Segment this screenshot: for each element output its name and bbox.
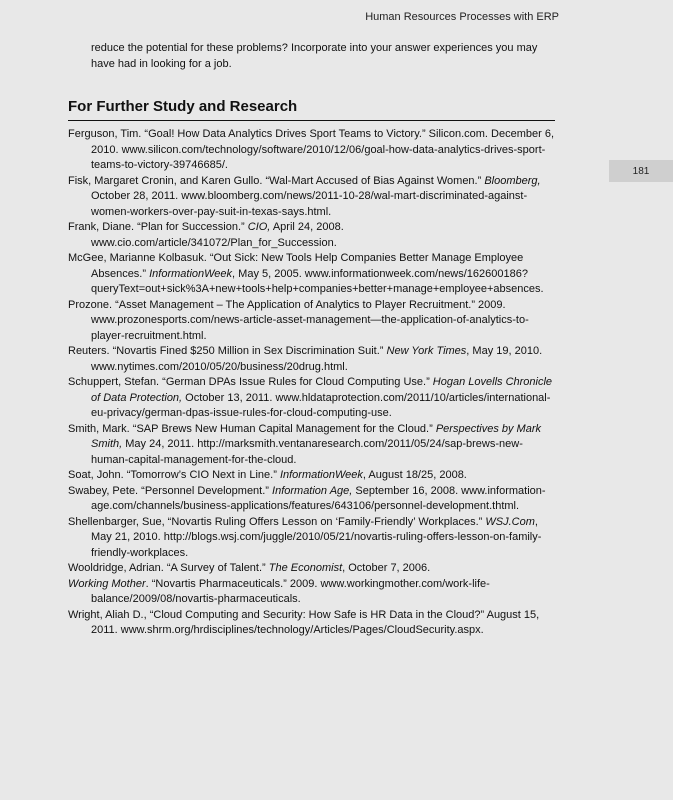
reference-item: Fisk, Margaret Cronin, and Karen Gullo. “Wal-Mart Accused of Bias Against Women.” Bloomberg, October 28, 2011. www.bloomberg.com/news/2011-10-28/wal-mart-discriminated-against-women-workers-over-pay-suit-in-texas-says.html. <box>68 174 541 218</box>
reference-item: Ferguson, Tim. “Goal! How Data Analytics Drives Sport Teams to Victory.” Silicon.com. December 6, 2010. www.silicon.com/technology/software/2010/12/06/goal-how-data-analytics-drives-sport-teams-to-victory-39746685/. <box>68 128 555 171</box>
reference-item: Reuters. “Novartis Fined $250 Million in Sex Discrimination Suit.” New York Times, May 19, 2010. www.nytimes.com/2010/05/20/business/20drug.html. <box>68 345 543 373</box>
reference-item: McGee, Marianne Kolbasuk. “Out Sick: New Tools Help Companies Better Manage Employee Absences.” InformationWeek, May 5, 2005. www.informationweek.com/news/162600186?queryText=out+sick%3A+new+tools+help+companies+better+manage+employee+absences. <box>68 252 544 295</box>
reference-item: Wright, Aliah D., “Cloud Computing and Security: How Safe is HR Data in the Cloud?” August 15, 2011. www.shrm.org/hrdisciplines/technology/Articles/Pages/CloudSecurity.aspx. <box>68 608 540 636</box>
question-continuation: reduce the potential for these problems? Incorporate into your answer experiences you may have had in looking for a job. <box>91 42 538 70</box>
reference-item: Prozone. “Asset Management – The Application of Analytics to Player Recruitment.” 2009. www.prozonesports.com/news-article-asset-management—the-application-of-analytics-to-player-recruitment.html. <box>68 298 529 342</box>
reference-item: Working Mother. “Novartis Pharmaceuticals.” 2009. www.workingmother.com/work-life-balance/2009/08/novartis-pharmaceuticals. <box>68 577 490 605</box>
running-head: Human Resources Processes with ERP <box>365 11 559 23</box>
reference-item: Smith, Mark. “SAP Brews New Human Capital Management for the Cloud.” Perspectives by Mark Smith, May 24, 2011. http://marksmith.ventanaresearch.com/2011/05/24/sap-brews-new-human-capital-management-for-the-cloud. <box>68 422 541 466</box>
reference-list <box>68 127 560 639</box>
reference-item: Swabey, Pete. “Personnel Development.” Information Age, September 16, 2008. www.information-age.com/channels/business-applications/features/643106/personnel-development.thtml. <box>68 484 546 512</box>
section-title: For Further Study and Research <box>68 97 555 121</box>
reference-item: Wooldridge, Adrian. “A Survey of Talent.” The Economist, October 7, 2006. <box>68 562 431 574</box>
page-number-tab: 181 <box>609 160 673 182</box>
reference-item: Frank, Diane. “Plan for Succession.” CIO, April 24, 2008. www.cio.com/article/341072/Plan_for_Succession. <box>68 221 344 249</box>
reference-item: Shellenbarger, Sue, “Novartis Ruling Offers Lesson on ‘Family-Friendly’ Workplaces.” WSJ.Com, May 21, 2010. http://blogs.wsj.com/juggle/2010/05/21/novartis-ruling-offers-lesson-on-family-friendly-workplaces. <box>68 515 542 559</box>
reference-item: Schuppert, Stefan. “German DPAs Issue Rules for Cloud Computing Use.” Hogan Lovells Chronicle of Data Protection, October 13, 2011. www.hldataprotection.com/2011/10/articles/international-eu-privacy/german-dpas-issue-rules-for-cloud-computing-use. <box>68 376 553 419</box>
reference-item: Soat, John. “Tomorrow’s CIO Next in Line.” InformationWeek, August 18/25, 2008. <box>68 469 467 481</box>
